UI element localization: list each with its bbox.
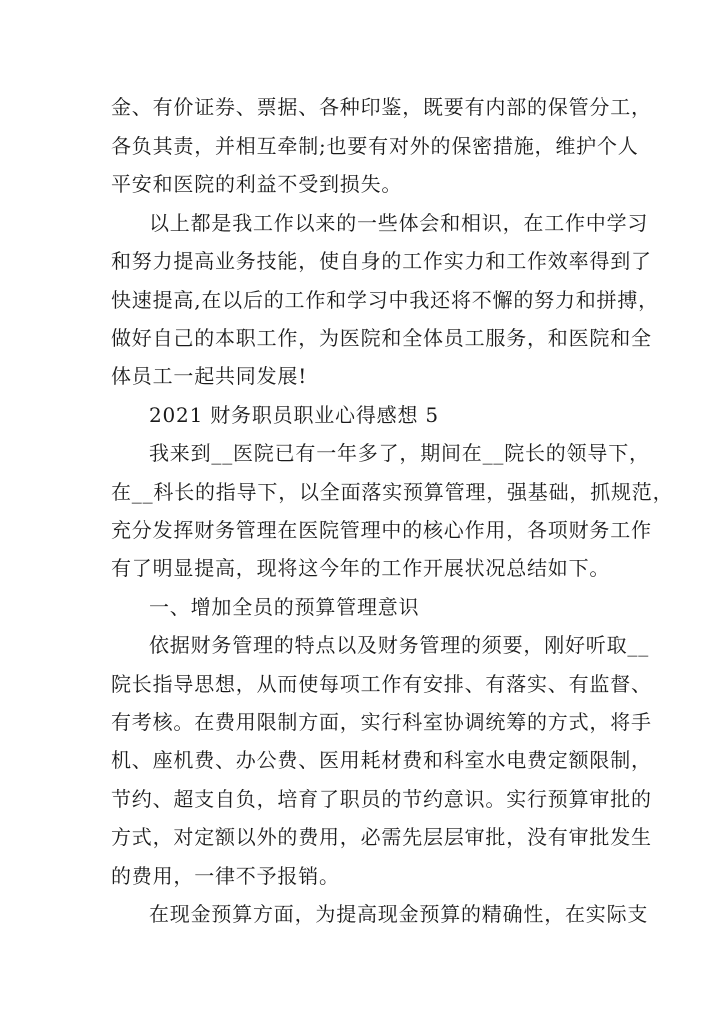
body-text-line: 方式，对定额以外的费用，必需先层层审批，没有审批发生 xyxy=(111,825,652,849)
body-text-line: 以上都是我工作以来的一些体会和相识，在工作中学习 xyxy=(149,211,649,235)
body-text-line: 在现金预算方面，为提高现金预算的精确性，在实际支 xyxy=(149,902,649,926)
body-text-line: 各负其责，并相互牵制;也要有对外的保密措施，维护个人 xyxy=(111,134,639,158)
body-text-line: 快速提高,在以后的工作和学习中我还将不懈的努力和拼搏， xyxy=(111,288,659,312)
body-text-line: 机、座机费、办公费、医用耗材费和科室水电费定额限制， xyxy=(111,748,652,772)
body-text-line: 体员工一起共同发展! xyxy=(111,364,308,388)
body-text-line: 金、有价证券、票据、各种印鉴，既要有内部的保管分工， xyxy=(111,95,652,119)
section-title: 2021 财务职员职业心得感想 5 xyxy=(149,403,439,427)
body-text-line: 院长指导思想，从而使每项工作有安排、有落实、有监督、 xyxy=(111,672,652,696)
body-text-line: 有了明显提高，现将这今年的工作开展状况总结如下。 xyxy=(111,556,611,580)
body-text-line: 和努力提高业务技能，使自身的工作实力和工作效率得到了 xyxy=(111,249,652,273)
body-text-line: 我来到__医院已有一年多了，期间在__院长的领导下， xyxy=(149,441,650,465)
body-text-line: 在__科长的指导下，以全面落实预算管理，强基础，抓规范， xyxy=(111,480,674,504)
body-text-line: 平安和医院的利益不受到损失。 xyxy=(111,172,403,196)
section-heading: 一、增加全员的预算管理意识 xyxy=(149,595,420,619)
body-text-line: 的费用，一律不予报销。 xyxy=(111,864,340,888)
body-text-line: 充分发挥财务管理在医院管理中的核心作用，各项财务工作 xyxy=(111,518,652,542)
body-text-line: 有考核。在费用限制方面，实行科室协调统筹的方式，将手 xyxy=(111,710,652,734)
body-text-line: 依据财务管理的特点以及财务管理的须要，刚好听取__ xyxy=(149,633,649,657)
body-text-line: 做好自己的本职工作，为医院和全体员工服务，和医院和全 xyxy=(111,326,652,350)
body-text-line: 节约、超支自负，培育了职员的节约意识。实行预算审批的 xyxy=(111,787,652,811)
